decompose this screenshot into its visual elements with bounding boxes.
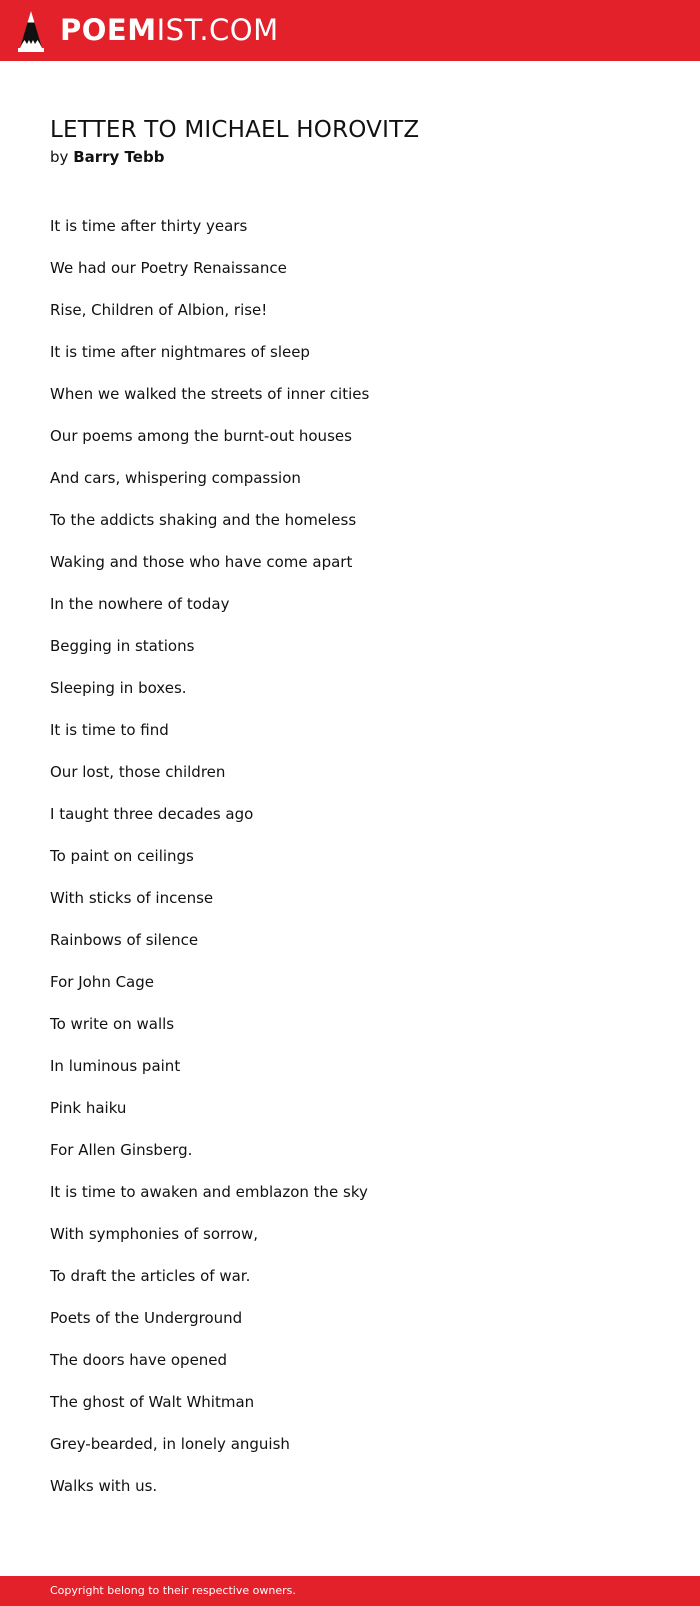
byline-prefix: by (50, 148, 69, 166)
poem-line: The ghost of Walt Whitman (50, 1393, 255, 1411)
poem-line: It is time to find (50, 721, 169, 739)
author-name[interactable]: Barry Tebb (73, 148, 165, 166)
poem-line: We had our Poetry Renaissance (50, 259, 287, 277)
poem-title: LETTER TO MICHAEL HOROVITZ (50, 117, 420, 143)
poem-line: Waking and those who have come apart (50, 553, 353, 571)
poem-line: For John Cage (50, 973, 155, 991)
pencil-tip-icon (18, 10, 44, 52)
poem-line: Our lost, those children (50, 763, 226, 781)
logo-wordmark (60, 13, 279, 47)
poem-line: For Allen Ginsberg. (50, 1141, 193, 1159)
logo-light-text: IST.COM (156, 13, 279, 47)
poem-line: With sticks of incense (50, 889, 214, 907)
logo-bold-text: POEM (60, 13, 157, 47)
poem-content (50, 116, 650, 1518)
copyright-text: Copyright belong to their respective owners. (50, 1584, 296, 1597)
site-footer (0, 1576, 700, 1606)
poem-line: To the addicts shaking and the homeless (50, 511, 357, 529)
site-logo-link[interactable] (0, 10, 279, 52)
poem-line: To draft the articles of war. (50, 1267, 251, 1285)
poem-line: Rainbows of silence (50, 931, 199, 949)
poem-line: Poets of the Underground (50, 1309, 243, 1327)
poem-line: Grey-bearded, in lonely anguish (50, 1435, 290, 1453)
poem-line: With symphonies of sorrow, (50, 1225, 258, 1243)
poem-line: To paint on ceilings (50, 847, 194, 865)
poem-line: The doors have opened (50, 1351, 228, 1369)
poem-line: Begging in stations (50, 637, 195, 655)
poem-line: Rise, Children of Albion, rise! (50, 301, 268, 319)
poem-line: To write on walls (50, 1015, 175, 1033)
byline (50, 147, 650, 167)
poem-line: It is time to awaken and emblazon the sky (50, 1183, 368, 1201)
poem-line: And cars, whispering compassion (50, 469, 301, 487)
poem-line: It is time after thirty years (50, 217, 248, 235)
site-header (0, 0, 700, 61)
poem-line: Pink haiku (50, 1099, 127, 1117)
poem-body (50, 216, 650, 1496)
poem-line: I taught three decades ago (50, 805, 254, 823)
poem-line: When we walked the streets of inner cities (50, 385, 370, 403)
poem-line: Sleeping in boxes. (50, 679, 187, 697)
poem-line: It is time after nightmares of sleep (50, 343, 310, 361)
poem-line: Our poems among the burnt-out houses (50, 427, 352, 445)
poem-line: In luminous paint (50, 1057, 181, 1075)
poem-line: In the nowhere of today (50, 595, 230, 613)
poem-line: Walks with us. (50, 1477, 158, 1495)
